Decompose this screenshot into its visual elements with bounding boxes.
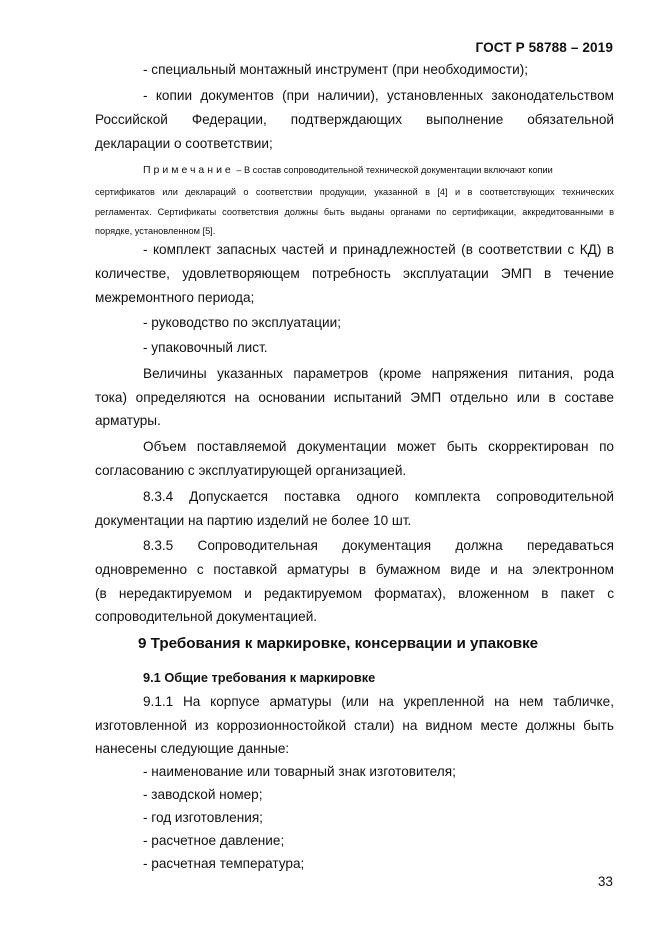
marking-item-temperature: - расчетная температура; <box>143 856 305 871</box>
list-item-copies-line-2: Российской Федерации, подтверждающих выполнение обязательной <box>95 112 614 127</box>
clause-9-1-1-line-2: изготовленной из коррозионностойкой стали) на видном месте должны быть <box>95 718 614 733</box>
marking-item-serial: - заводской номер; <box>143 787 263 802</box>
note-text: – В состав сопроводительной технической документации включают копии <box>233 165 553 175</box>
note-line-1 <box>143 164 614 176</box>
clause-8-3-4-line-1: 8.3.4 Допускается поставка одного комплекта сопроводительной <box>143 489 614 504</box>
list-item-manual: - руководство по эксплуатации; <box>143 315 341 330</box>
marking-item-pressure: - расчетное давление; <box>143 833 285 848</box>
marking-item-manufacturer: - наименование или товарный знак изготовителя; <box>143 764 456 779</box>
clause-9-1-1-line-1: 9.1.1 На корпусе арматуры (или на укрепленной на нем табличке, <box>143 694 614 709</box>
note-line-4: порядке, установленном [5]. <box>95 226 216 236</box>
page-number: 33 <box>597 874 613 889</box>
section-9-1-heading: 9.1 Общие требования к маркировке <box>143 670 376 685</box>
section-9-heading: 9 Требования к маркировке, консервации и упаковке <box>138 635 539 652</box>
list-item-tool: - специальный монтажный инструмент (при необходимости); <box>143 62 529 77</box>
note-line-2: сертификатов или деклараций о соответствии продукции, указанной в [4] и в соответствующих технических <box>95 187 614 197</box>
list-item-copies-line-1: - копии документов (при наличии), установленных законодательством <box>143 88 614 103</box>
list-item-spare-line-1: - комплект запасных частей и принадлежностей (в соответствии с КД) в <box>143 242 614 257</box>
document-header: ГОСТ Р 58788 – 2019 <box>475 40 613 55</box>
list-item-copies-line-3: декларации о соответствии; <box>95 136 273 151</box>
note-line-3: регламентах. Сертификаты соответствия должны быть выданы органами по сертификации, аккредитованными в <box>95 207 614 217</box>
clause-9-1-1-line-3: нанесены следующие данные: <box>95 741 290 756</box>
clause-8-3-4-line-2: документации на партию изделий не более 10 шт. <box>95 513 412 528</box>
paragraph-values-line-1: Величины указанных параметров (кроме напряжения питания, рода <box>143 366 614 381</box>
clause-8-3-5-line-1: 8.3.5 Сопроводительная документация должна передаваться <box>143 538 614 553</box>
marking-item-year: - год изготовления; <box>143 810 263 825</box>
list-item-spare-line-3: межремонтного периода; <box>95 290 255 305</box>
clause-8-3-5-line-4: сопроводительной документацией. <box>95 609 318 624</box>
note-label: Примечание <box>143 164 234 176</box>
list-item-packing: - упаковочный лист. <box>143 340 268 355</box>
clause-8-3-5-line-3: (в нередактируемом и редактируемом форматах), вложенном в пакет с <box>95 586 614 601</box>
clause-8-3-5-line-2: одновременно с поставкой арматуры в бумажном виде и на электронном <box>95 562 614 577</box>
paragraph-docs-line-1: Объем поставляемой документации может быть скорректирован по <box>143 439 614 454</box>
paragraph-docs-line-2: согласованию с эксплуатирующей организацией. <box>95 463 407 478</box>
paragraph-values-line-2: тока) определяются на основании испытаний ЭМП отдельно или в составе <box>95 390 614 405</box>
list-item-spare-line-2: количестве, удовлетворяющем потребность эксплуатации ЭМП в течение <box>95 266 614 281</box>
paragraph-values-line-3: арматуры. <box>95 413 161 428</box>
